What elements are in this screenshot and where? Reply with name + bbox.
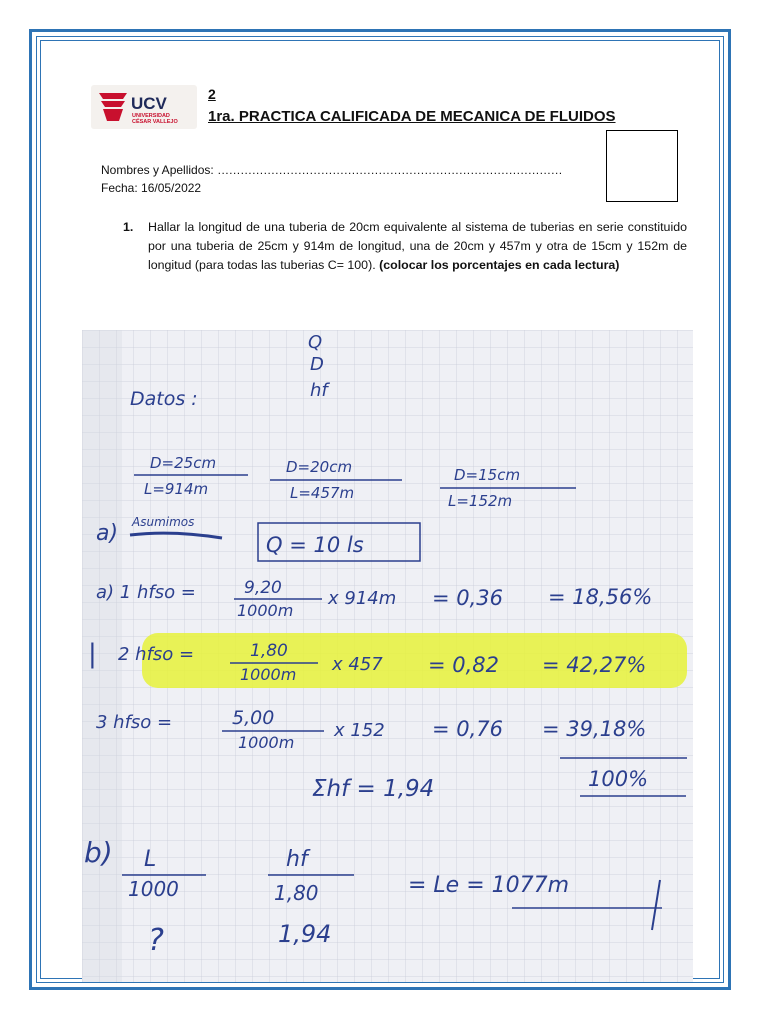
final-answer: = Le = 1077m [408, 873, 570, 898]
row2-den: 1000m [240, 665, 297, 684]
pipe2-d: D=20cm [286, 458, 353, 476]
row1-num: 9,20 [244, 578, 282, 598]
row2-percent: = 42,27% [542, 653, 647, 677]
assumed-flow: Q = 10 ls [266, 533, 364, 557]
row3-num: 5,00 [232, 707, 275, 729]
row1-label: a) 1 hfso = [96, 582, 196, 603]
datos-label: Datos : [130, 388, 198, 410]
question-1 [123, 218, 687, 275]
col-hf-head: hf [286, 847, 308, 872]
handwritten-solution-photo [82, 330, 693, 982]
name-label: Nombres y Apellidos: [101, 163, 214, 177]
date-field [101, 181, 201, 195]
col-l-head: L [144, 847, 157, 872]
pipe3-d: D=15cm [454, 466, 521, 484]
name-field [101, 163, 562, 177]
grade-box [606, 130, 678, 202]
question-text [148, 218, 687, 275]
pipe3-l: L=152m [448, 492, 513, 510]
question-number: 1. [123, 220, 134, 234]
logo-sub-line1: UNIVERSIDAD [132, 113, 170, 119]
logo-main-text: UCV [131, 94, 167, 113]
pipe2-l: L=457m [290, 484, 355, 502]
var-d: D [310, 354, 324, 375]
row2-label: 2 hfso = [118, 644, 195, 665]
var-q: Q [308, 332, 323, 353]
question-instruction: (colocar los porcentajes en cada lectura) [379, 258, 620, 272]
row2-result: = 0,82 [428, 653, 500, 677]
var-hf: hf [310, 380, 328, 401]
row3-mult: x 152 [334, 720, 385, 741]
name-value: ……………………………………………………………………………… [217, 163, 563, 177]
row3-den: 1000m [238, 733, 295, 752]
total-percent: 100% [588, 767, 649, 791]
row2-num: 1,80 [250, 641, 288, 661]
part-a-label: a) [96, 521, 119, 546]
col-hf-val2: 1,94 [278, 920, 332, 948]
pipe1-d: D=25cm [150, 454, 217, 472]
page-number: 2 [208, 86, 216, 102]
total-hf: Σhf = 1,94 [312, 776, 435, 802]
row2-mult: x 457 [332, 654, 383, 675]
question-body: Hallar la longitud de una tuberia de 20cm equivalente al sistema de tuberias en serie constituido por una tuberia de 25cm y 914m de longitud, una de 20cm y 457m y otra de 15cm y 152m de longitud (para todas las tuberias C= 100). [148, 220, 687, 272]
row3-result: = 0,76 [432, 717, 504, 741]
assume-word: Asumimos [132, 515, 195, 529]
col-l-val1: 1000 [128, 877, 179, 901]
row3-label: 3 hfso = [96, 712, 173, 733]
row1-percent: = 18,56% [548, 585, 653, 609]
row1-den: 1000m [237, 601, 294, 620]
ucv-logo [91, 85, 197, 129]
date-label: Fecha: [101, 181, 138, 195]
col-l-val2: ? [148, 923, 164, 958]
page-title: 1ra. PRACTICA CALIFICADA DE MECANICA DE FLUIDOS [208, 108, 616, 125]
logo-sub-line2: CÉSAR VALLEJO [132, 119, 178, 125]
row3-percent: = 39,18% [542, 717, 647, 741]
pipe1-l: L=914m [144, 480, 209, 498]
row2-mark: | [88, 639, 97, 669]
part-b-label: b) [84, 836, 113, 869]
row1-mult: x 914m [328, 588, 397, 609]
col-hf-val1: 1,80 [274, 881, 319, 905]
row1-result: = 0,36 [432, 586, 504, 610]
date-value: 16/05/2022 [141, 181, 202, 195]
